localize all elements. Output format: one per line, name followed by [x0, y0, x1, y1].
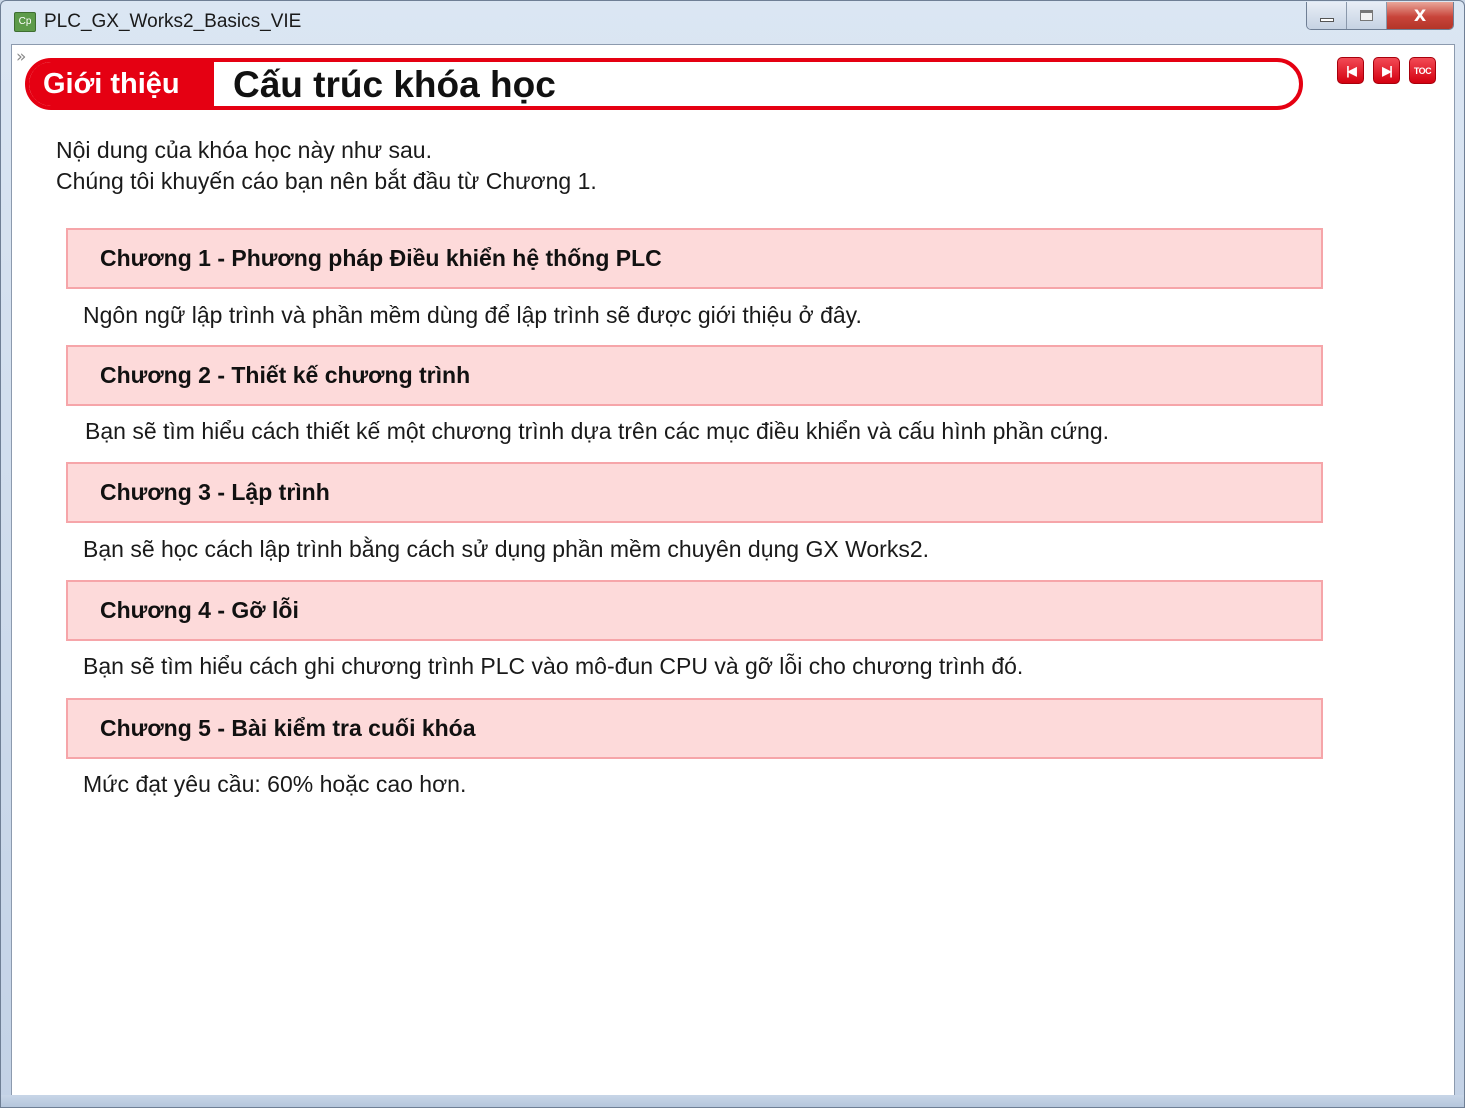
- title-bar[interactable]: [1, 1, 1464, 43]
- previous-icon: |◀: [1346, 63, 1355, 78]
- chapter-2-description: Bạn sẽ tìm hiểu cách thiết kế một chương trình dựa trên các mục điều khiển và cấu hình phần cứng.: [85, 418, 1110, 444]
- minimize-icon: [1320, 18, 1334, 22]
- app-icon: Cp: [14, 12, 36, 32]
- page-title: Cấu trúc khóa học: [233, 64, 556, 105]
- window-bottom-border: [1, 1095, 1464, 1107]
- toc-button[interactable]: [1409, 57, 1436, 84]
- section-label: Giới thiệu: [29, 62, 214, 106]
- chapter-3-heading: Chương 3 - Lập trình: [66, 462, 1323, 523]
- expand-sidebar-icon[interactable]: »: [16, 47, 27, 67]
- chapter-5-description: Mức đạt yêu cầu: 60% hoặc cao hơn.: [83, 771, 467, 797]
- minimize-button[interactable]: [1307, 2, 1347, 29]
- intro-line-2: Chúng tôi khuyến cáo bạn nên bắt đầu từ Chương 1.: [56, 168, 597, 194]
- chapter-4-heading: Chương 4 - Gỡ lỗi: [66, 580, 1323, 641]
- maximize-button[interactable]: [1347, 2, 1387, 29]
- previous-page-button[interactable]: [1337, 57, 1364, 84]
- next-icon: ▶|: [1382, 63, 1391, 78]
- intro-text: [56, 135, 597, 197]
- toc-label: TOC: [1413, 65, 1432, 76]
- content-area: [11, 44, 1455, 1097]
- intro-line-1: Nội dung của khóa học này như sau.: [56, 137, 432, 163]
- chapter-3-description: Bạn sẽ học cách lập trình bằng cách sử dụng phần mềm chuyên dụng GX Works2.: [83, 536, 930, 562]
- window-controls: [1306, 2, 1454, 30]
- close-icon: X: [1413, 6, 1427, 25]
- close-button[interactable]: [1387, 2, 1453, 29]
- page-header: [25, 58, 1303, 110]
- chapter-4-description: Bạn sẽ tìm hiểu cách ghi chương trình PLC vào mô-đun CPU và gỡ lỗi cho chương trình đó.: [83, 653, 1024, 679]
- navigation-buttons: [1337, 57, 1436, 84]
- chapter-5-heading: Chương 5 - Bài kiểm tra cuối khóa: [66, 698, 1323, 759]
- chapter-2-heading: Chương 2 - Thiết kế chương trình: [66, 345, 1323, 406]
- chapter-1-description: Ngôn ngữ lập trình và phần mềm dùng để lập trình sẽ được giới thiệu ở đây.: [83, 302, 862, 328]
- window-title: PLC_GX_Works2_Basics_VIE: [44, 11, 302, 32]
- next-page-button[interactable]: [1373, 57, 1400, 84]
- maximize-icon: [1360, 10, 1373, 21]
- chapter-1-heading: Chương 1 - Phương pháp Điều khiển hệ thống PLC: [66, 228, 1323, 289]
